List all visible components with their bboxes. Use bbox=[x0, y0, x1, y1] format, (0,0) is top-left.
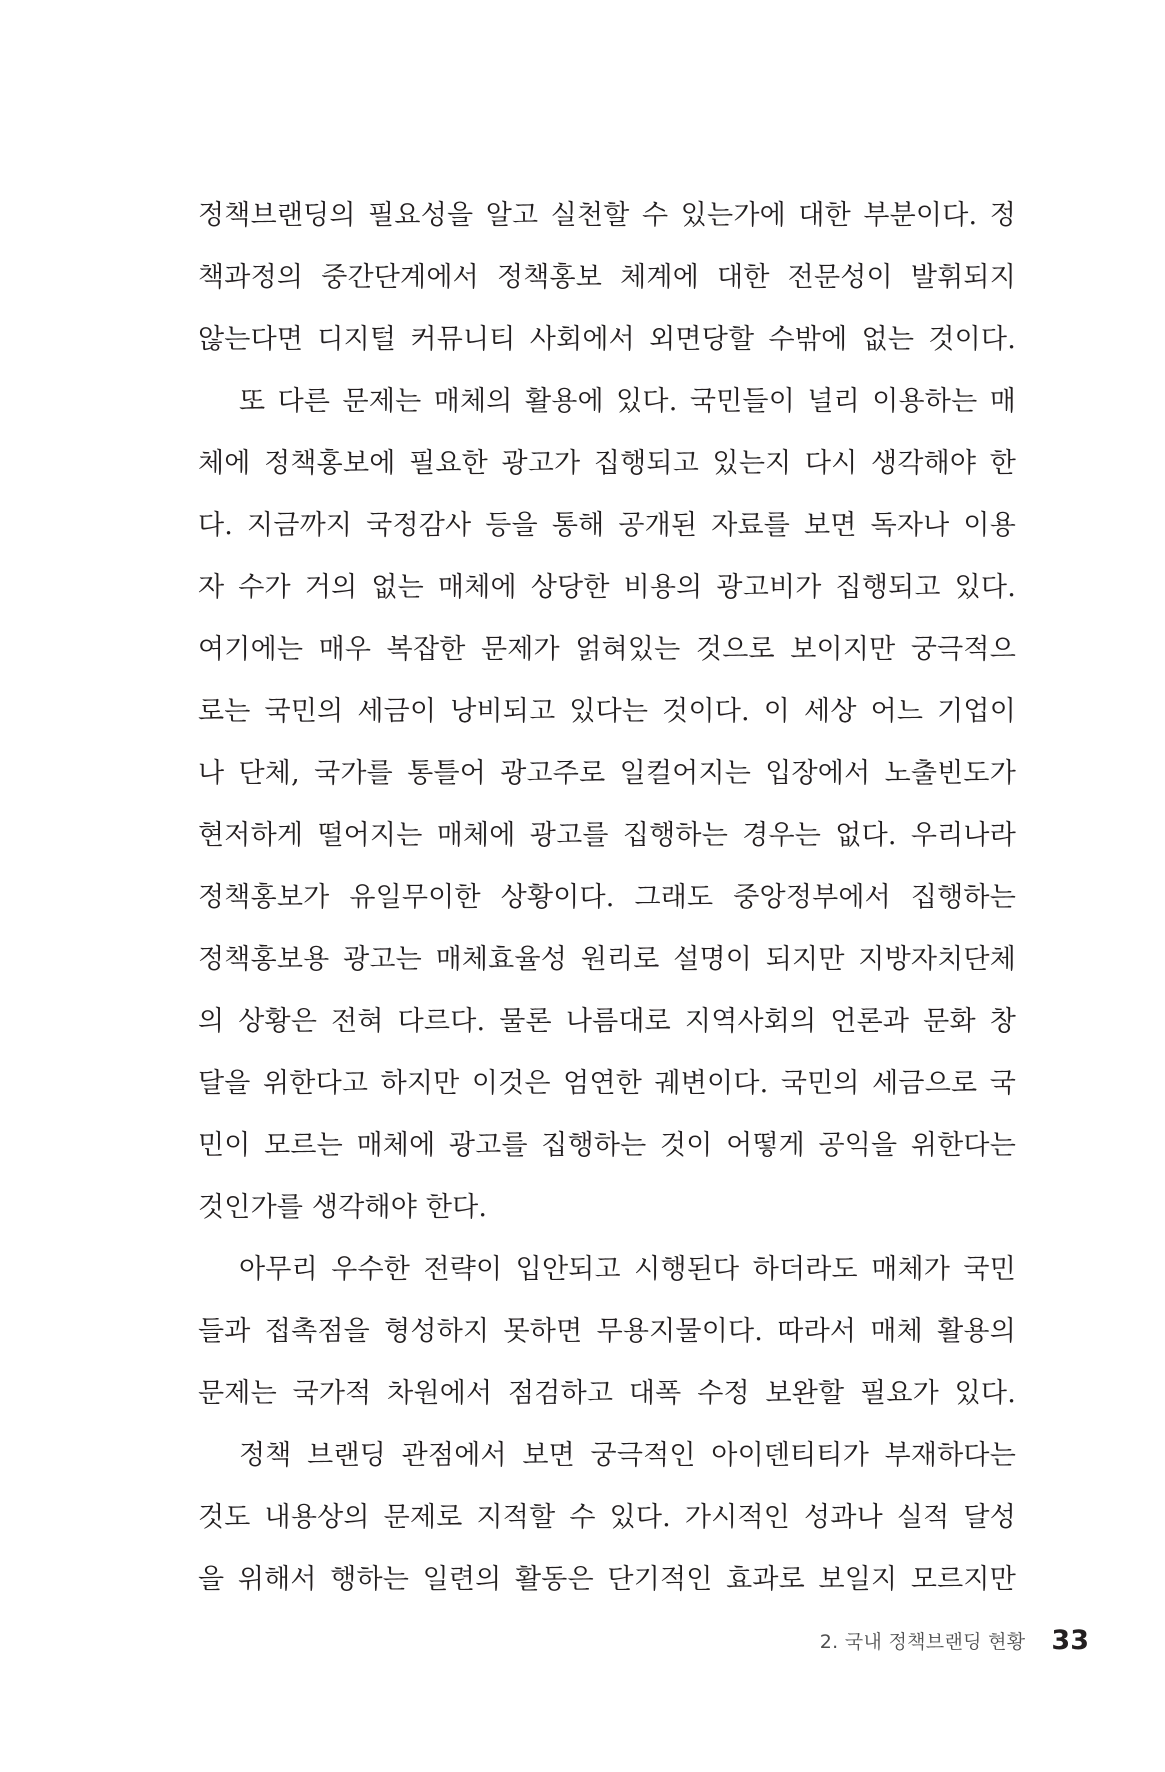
text-line: 정책홍보가 유일무이한 상황이다. 그래도 중앙정부에서 집행하는 bbox=[198, 882, 1016, 913]
running-head: 2. 국내 정책브랜딩 현황 bbox=[819, 1630, 1026, 1653]
text-line: 문제는 국가적 차원에서 점검하고 대폭 수정 보완할 필요가 있다. bbox=[198, 1378, 1016, 1409]
text-line: 여기에는 매우 복잡한 문제가 얽혀있는 것으로 보이지만 궁극적으 bbox=[198, 634, 1016, 665]
text-line: 정책브랜딩의 필요성을 알고 실천할 수 있는가에 대한 부분이다. 정 bbox=[198, 200, 1016, 231]
text-line: 로는 국민의 세금이 낭비되고 있다는 것이다. 이 세상 어느 기업이 bbox=[198, 696, 1016, 727]
page-footer bbox=[820, 1622, 1089, 1658]
text-line: 다. 지금까지 국정감사 등을 통해 공개된 자료를 보면 독자나 이용 bbox=[198, 510, 1016, 541]
text-line: 또 다른 문제는 매체의 활용에 있다. 국민들이 널리 이용하는 매 bbox=[239, 386, 1016, 417]
text-line: 민이 모르는 매체에 광고를 집행하는 것이 어떻게 공익을 위한다는 bbox=[198, 1130, 1016, 1161]
text-line: 체에 정책홍보에 필요한 광고가 집행되고 있는지 다시 생각해야 한 bbox=[198, 448, 1016, 479]
text-line: 현저하게 떨어지는 매체에 광고를 집행하는 경우는 없다. 우리나라 bbox=[198, 820, 1016, 851]
text-line: 달을 위한다고 하지만 이것은 엄연한 궤변이다. 국민의 세금으로 국 bbox=[198, 1068, 1016, 1099]
text-line: 나 단체, 국가를 통틀어 광고주로 일컬어지는 입장에서 노출빈도가 bbox=[198, 758, 1016, 789]
page-number: 33 bbox=[1051, 1624, 1089, 1656]
text-line: 아무리 우수한 전략이 입안되고 시행된다 하더라도 매체가 국민 bbox=[239, 1254, 1016, 1285]
text-line: 정책홍보용 광고는 매체효율성 원리로 설명이 되지만 지방자치단체 bbox=[198, 944, 1016, 975]
text-line: 을 위해서 행하는 일련의 활동은 단기적인 효과로 보일지 모르지만 bbox=[198, 1564, 1016, 1595]
text-line: 정책 브랜딩 관점에서 보면 궁극적인 아이덴티티가 부재하다는 bbox=[239, 1440, 1016, 1471]
text-line: 것인가를 생각해야 한다. bbox=[198, 1192, 488, 1223]
text-line: 않는다면 디지털 커뮤니티 사회에서 외면당할 수밖에 없는 것이다. bbox=[198, 324, 1016, 355]
text-line: 들과 접촉점을 형성하지 못하면 무용지물이다. 따라서 매체 활용의 bbox=[198, 1316, 1016, 1347]
text-line: 의 상황은 전혀 다르다. 물론 나름대로 지역사회의 언론과 문화 창 bbox=[198, 1006, 1016, 1037]
text-line: 것도 내용상의 문제로 지적할 수 있다. 가시적인 성과나 실적 달성 bbox=[198, 1502, 1016, 1533]
text-line: 자 수가 거의 없는 매체에 상당한 비용의 광고비가 집행되고 있다. bbox=[198, 572, 1016, 603]
text-line: 책과정의 중간단계에서 정책홍보 체계에 대한 전문성이 발휘되지 bbox=[198, 262, 1016, 293]
